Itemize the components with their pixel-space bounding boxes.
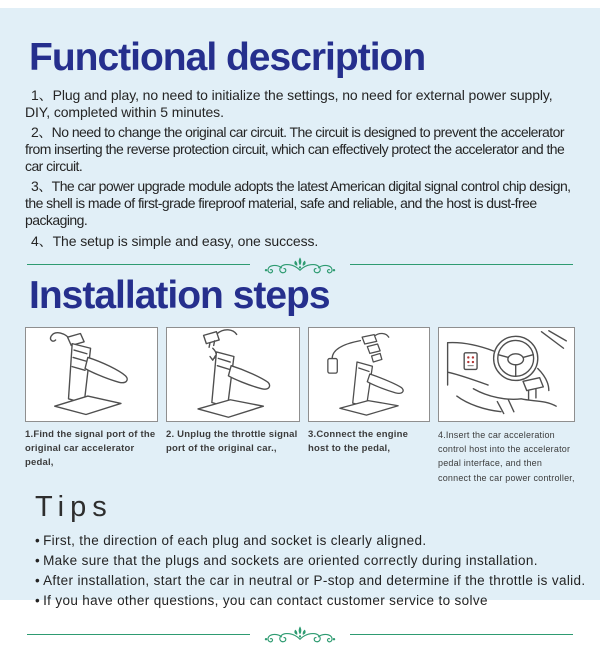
pedal-unplug-connector-illustration <box>167 328 299 420</box>
step-2 <box>166 327 300 486</box>
functional-item-1: 1、Plug and play, no need to initialize the settings, no need for external power supply, DIY, completed within 5 minutes. <box>25 86 553 121</box>
step-4-caption: 4.Insert the car acceleration control host into the accelerator pedal interface, and then connect the car power controller, <box>438 429 575 483</box>
step-1-caption: 1.Find the signal port of the original car accelerator pedal, <box>25 428 156 469</box>
tip-item-3: • After installation, start the car in neutral or P-stop and determine if the throttle is valid. <box>35 572 575 590</box>
functional-description-list <box>25 87 575 250</box>
divider-line <box>350 634 573 635</box>
divider-line <box>27 264 250 265</box>
step-2-illustration-box <box>166 327 300 422</box>
tips-title: Tips <box>35 491 113 524</box>
step-4-illustration-box <box>438 327 575 422</box>
step-3 <box>308 327 430 486</box>
tips-list <box>25 532 586 609</box>
step-1-illustration-box <box>25 327 158 422</box>
flourish-ornament-icon <box>252 625 348 647</box>
functional-item-4: 4、The setup is simple and easy, one success. <box>31 232 319 249</box>
functional-item-3: 3、The car power upgrade module adopts the latest American digital signal control chip design, the shell is made of first-grade fireproof material, safe and reliable, and the host is dust-free packaging. <box>25 178 571 229</box>
step-4 <box>438 327 575 486</box>
tip-item-1: • First, the direction of each plug and socket is clearly aligned. <box>35 532 575 550</box>
section-divider-top <box>27 256 573 274</box>
step-3-illustration-box <box>308 327 430 422</box>
installation-steps-title: Installation steps <box>29 273 330 317</box>
product-description-page <box>0 8 600 608</box>
step-2-caption: 2. Unplug the throttle signal port of the original car., <box>166 428 298 454</box>
dashboard-steering-wheel-illustration <box>439 328 574 420</box>
divider-line <box>350 264 573 265</box>
functional-item-2: 2、No need to change the original car circuit. The circuit is designed to prevent the accelerator from inserting the reverse protection circuit, which can effectively protect the accelerator and the car circuit. <box>25 124 565 175</box>
installation-steps-row <box>25 327 575 486</box>
pedal-connect-host-illustration <box>309 328 429 420</box>
tip-item-4: • If you have other questions, you can contact customer service to solve <box>35 592 575 610</box>
accelerator-pedal-illustration <box>26 328 157 420</box>
step-3-caption: 3.Connect the engine host to the pedal, <box>308 428 409 454</box>
divider-line <box>27 634 250 635</box>
step-1 <box>25 327 158 486</box>
section-divider-bottom <box>27 625 573 643</box>
tip-item-2: • Make sure that the plugs and sockets are oriented correctly during installation. <box>35 552 575 570</box>
functional-description-title: Functional description <box>29 36 426 79</box>
